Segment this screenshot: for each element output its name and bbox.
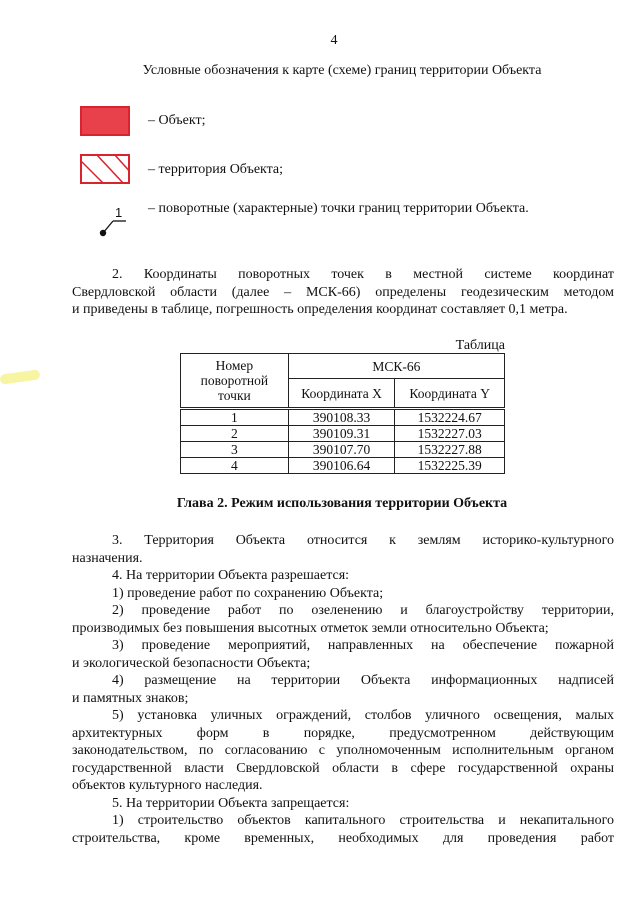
header-coordinate-x: Координата X xyxy=(288,379,395,409)
turning-point-marker-icon xyxy=(96,203,132,239)
item-4-3: 3) проведение мероприятий, направленных на обеспечение пожарной xyxy=(112,638,614,653)
body-text: 3. Территория Объекта относится к землям историко-культурного назначения. 4. На территории Объекта разрешается: 1) проведение работ по сохранению Объекта; 2) проведение работ по озеленению и благоустройству территории, производимых без повышения высотных отметок земли относительно Объекта; 3) проведение мероприятий, направленных на обеспечение пожарной и экологической безопасности Объекта; 4) размещение на территории Объекта информационных надписей и памятных знаков; 5) установка уличных ограждений, столбов уличного освещения, малых архитектурных форм в порядке, предусмотренном действующим законодательством, по согласованию с уполномоченным исполнительным органом государственной власти Свердловской области в сфере государственной охраны объектов культурного наследия. 5. На территории Объекта запрещается: 1) строительство объектов капитального строительства и некапитального строительства, кроме временных, необходимых для проведения работ xyxy=(72,533,614,846)
paragraph-5: 5. На территории Объекта запрещается: xyxy=(112,795,350,811)
coordinates-table xyxy=(180,353,505,474)
header-msk66: МСК-66 xyxy=(288,354,504,379)
item-4-4: 4) размещение на территории Объекта информационных надписей xyxy=(112,673,614,688)
paragraph-2: 2. Координаты поворотных точек в местной системе координат Свердловской области (далее – МСК-66) определены геодезическим методом и приведены в таблице, погрешность определения координат составляет 0,1 метра. xyxy=(72,267,614,317)
item-4-1: 1) проведение работ по сохранению Объекта; xyxy=(112,585,384,601)
legend-item-object xyxy=(80,101,130,141)
item-5-1: 1) строительство объектов капитального строительства и некапитального xyxy=(112,813,614,828)
paragraph-3: 3. Территория Объекта относится к землям историко-культурного xyxy=(112,533,614,548)
highlighter-mark xyxy=(0,369,41,384)
table-caption: Таблица xyxy=(455,338,505,353)
marker-label: 1 xyxy=(115,205,123,220)
table-row: 4 390106.64 1532225.39 xyxy=(181,458,505,474)
legend-text-territory: – территория Объекта; xyxy=(148,162,284,177)
legend-item-territory xyxy=(80,149,130,189)
item-4-2: 2) проведение работ по озеленению и благоустройству территории, xyxy=(112,603,614,618)
table-row: 1 390108.33 1532224.67 xyxy=(181,409,505,426)
table-row: 2 390109.31 1532227.03 xyxy=(181,426,505,442)
red-filled-rectangle-icon xyxy=(80,106,130,136)
red-hatched-rectangle-icon xyxy=(80,154,130,184)
page-number: 4 xyxy=(330,33,338,48)
table-row: 3 390107.70 1532227.88 xyxy=(181,442,505,458)
legend-text-turning-points: – поворотные (характерные) точки границ территории Объекта. xyxy=(148,201,529,216)
paragraph-4: 4. На территории Объекта разрешается: xyxy=(112,568,350,583)
legend-text-object: – Объект; xyxy=(148,113,206,128)
header-point-number: Номер поворотной точки xyxy=(181,354,289,409)
header-coordinate-y: Координата Y xyxy=(395,379,505,409)
chapter-heading: Глава 2. Режим использования территории Объекта xyxy=(176,496,508,511)
item-4-5: 5) установка уличных ограждений, столбов уличного освещения, малых xyxy=(112,708,614,723)
legend-title: Условные обозначения к карте (схеме) границ территории Объекта xyxy=(142,63,542,78)
